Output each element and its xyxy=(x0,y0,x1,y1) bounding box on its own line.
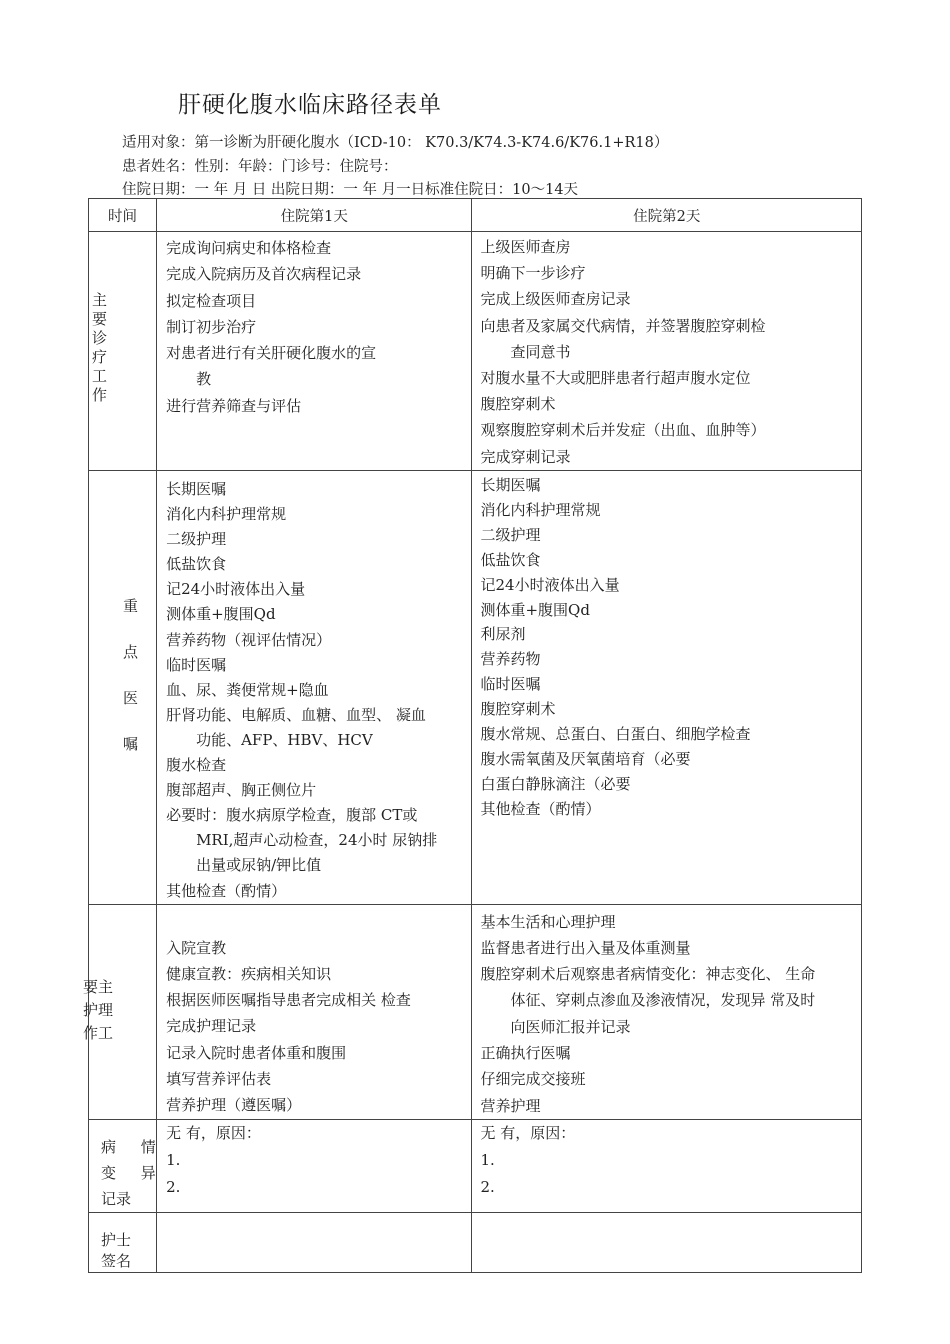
list-item: 血、尿、粪便常规+隐血 xyxy=(166,680,329,699)
list-item: 腹水检查 xyxy=(166,756,227,775)
list-item: 利尿剂 xyxy=(480,625,526,644)
list-item: 完成入院病历及首次病程记录 xyxy=(166,265,362,284)
list-item: 测体重+腹围Qd xyxy=(480,600,590,619)
patient-info-line: 患者姓名：性别：年龄：门诊号：住院号： xyxy=(122,159,398,175)
variance-day1-list xyxy=(157,1120,471,1201)
row-label-text: 签名 xyxy=(101,1251,132,1270)
list-item: 基本生活和心理护理 xyxy=(480,912,616,931)
orders-day2-cell xyxy=(472,471,862,905)
list-item: 无 有，原因： xyxy=(166,1123,261,1142)
list-item: 临时医嘱 xyxy=(480,675,541,694)
row-label-text: 要主 xyxy=(83,977,114,996)
nursing-day2-cell xyxy=(472,904,862,1119)
row-label-text: 护士 xyxy=(101,1230,132,1249)
list-item: 记24小时液体出入量 xyxy=(480,575,620,594)
signature-label-chars xyxy=(89,1213,156,1272)
row-label-text: 嘱 xyxy=(123,735,139,753)
list-item: 必要时：腹水病原学检查，腹部 CT或 xyxy=(166,806,418,825)
nursing-day1-list xyxy=(157,905,471,1119)
list-item: MRI,超声心动检查，24小时 尿钠排 xyxy=(196,831,438,850)
row-label-text: 诊 xyxy=(92,329,108,347)
list-item: 腹腔穿刺术后观察患者病情变化：神志变化、 生命 xyxy=(480,965,816,984)
list-item: 明确下一步诊疗 xyxy=(480,264,586,283)
list-item: 1. xyxy=(166,1150,181,1169)
header-time: 时间 xyxy=(89,199,157,232)
variance-day2-cell xyxy=(472,1119,862,1212)
list-item: 进行营养筛查与评估 xyxy=(166,396,302,415)
list-item: 营养药物（视评估情况） xyxy=(166,630,332,649)
list-item: 营养药物 xyxy=(480,650,541,669)
list-item: 出量或尿钠/钾比值 xyxy=(196,856,322,875)
list-item: 其他检查（酌情） xyxy=(166,881,287,900)
list-item: 健康宣教：疾病相关知识 xyxy=(166,964,332,983)
list-item: 消化内科护理常规 xyxy=(480,500,601,519)
row-label-text: 疗 xyxy=(92,348,108,366)
list-item: 1. xyxy=(480,1150,495,1169)
list-item: 低盐饮食 xyxy=(166,555,227,574)
list-item: 上级医师查房 xyxy=(480,238,571,256)
signature-label xyxy=(89,1212,157,1272)
list-item: 腹腔穿刺术 xyxy=(480,395,556,414)
variance-day1-cell xyxy=(157,1119,472,1212)
orders-label xyxy=(89,471,157,905)
list-item: 2. xyxy=(166,1177,181,1196)
scope-line: 适用对象：第一诊断为肝硬化腹水（ICD-10： K70.3/K74.3-K74.6/K76.1+R18） xyxy=(122,135,669,151)
list-item: 记24小时液体出入量 xyxy=(166,580,306,599)
list-item: 低盐饮食 xyxy=(480,550,541,569)
row-label-text: 要 xyxy=(92,310,108,328)
list-item: 仔细完成交接班 xyxy=(480,1070,586,1089)
diagnosis-day2-list xyxy=(472,232,861,470)
list-item: 完成上级医师查房记录 xyxy=(480,290,631,309)
signature-day1-cell[interactable] xyxy=(157,1212,472,1272)
header-day1: 住院第1天 xyxy=(157,199,472,232)
row-label-text: 变 异 xyxy=(101,1163,156,1182)
list-item: 根据医师医嘱指导患者完成相关 检查 xyxy=(166,991,411,1010)
list-item: 测体重+腹围Qd xyxy=(166,605,276,624)
list-item: 记录入院时患者体重和腹围 xyxy=(166,1043,347,1062)
list-item: 临时医嘱 xyxy=(166,655,227,674)
list-item: 监督患者进行出入量及体重测量 xyxy=(480,938,691,957)
variance-row xyxy=(89,1119,862,1212)
diagnosis-row xyxy=(89,232,862,471)
row-label-text: 病 情 xyxy=(101,1137,156,1156)
list-item: 填写营养评估表 xyxy=(166,1070,272,1089)
list-item: 无 有，原因： xyxy=(480,1123,576,1142)
list-item: 腹水常规、总蛋白、白蛋白、细胞学检查 xyxy=(480,725,751,744)
list-item: 查同意书 xyxy=(510,342,571,361)
clinical-pathway-table xyxy=(83,198,862,1273)
list-item: 教 xyxy=(196,370,212,389)
row-label-text: 医 xyxy=(123,689,139,707)
row-label-text: 护理 xyxy=(83,1000,114,1019)
list-item: 肝肾功能、电解质、血糖、血型、 凝血 xyxy=(166,705,426,724)
row-label-text: 主 xyxy=(92,291,108,309)
row-label-text: 工 xyxy=(92,367,108,385)
list-item: 向患者及家属交代病情，并签署腹腔穿刺检 xyxy=(480,316,766,335)
list-item: 观察腹腔穿刺术后并发症（出血、血肿等） xyxy=(480,421,766,440)
list-item: 正确执行医嘱 xyxy=(480,1044,571,1063)
list-item: 长期医嘱 xyxy=(480,476,541,494)
list-item: 腹水需氧菌及厌氧菌培育（必要 xyxy=(480,749,691,768)
row-label-text: 记录 xyxy=(101,1189,132,1208)
list-item: 消化内科护理常规 xyxy=(166,505,287,524)
nursing-day2-list xyxy=(472,905,861,1119)
diagnosis-label xyxy=(89,232,157,471)
variance-label-chars xyxy=(89,1120,156,1212)
orders-label-chars xyxy=(89,471,156,767)
row-label-text: 作工 xyxy=(83,1023,114,1042)
diagnosis-day2-cell xyxy=(472,232,862,471)
list-item: 对患者进行有关肝硬化腹水的宣 xyxy=(166,344,377,363)
list-item: 长期医嘱 xyxy=(166,480,227,498)
list-item: 功能、AFP、HBV、HCV xyxy=(196,730,373,749)
diagnosis-day1-cell xyxy=(157,232,472,471)
variance-label xyxy=(89,1119,157,1212)
page-title: 肝硬化腹水临床路径表单 xyxy=(178,92,442,118)
diagnosis-day1-list xyxy=(157,232,471,419)
row-label-text: 重 xyxy=(123,597,139,615)
list-item: 其他检查（酌情） xyxy=(480,799,601,818)
orders-row xyxy=(89,471,862,905)
variance-day2-list xyxy=(472,1120,861,1201)
row-label-text: 点 xyxy=(123,643,139,661)
table-header-row xyxy=(89,199,862,232)
list-item: 腹部超声、胸正侧位片 xyxy=(166,781,317,800)
list-item: 完成询问病史和体格检查 xyxy=(166,239,332,257)
list-item: 二级护理 xyxy=(166,530,227,549)
orders-day1-cell xyxy=(157,471,472,905)
list-item: 完成穿刺记录 xyxy=(480,447,571,466)
header-day2: 住院第2天 xyxy=(472,199,862,232)
list-item: 白蛋白静脉滴注（必要 xyxy=(480,774,631,793)
list-item: 腹腔穿刺术 xyxy=(480,700,556,719)
orders-day1-list xyxy=(157,471,471,904)
list-item: 体征、穿刺点渗血及渗液情况，发现异 常及时 xyxy=(510,991,816,1010)
signature-day2-cell[interactable] xyxy=(472,1212,862,1272)
signature-row xyxy=(89,1212,862,1272)
list-item: 对腹水量不大或肥胖患者行超声腹水定位 xyxy=(480,369,751,388)
nursing-label-chars xyxy=(83,905,156,1045)
list-item: 营养护理 xyxy=(480,1096,541,1115)
list-item: 制订初步治疗 xyxy=(166,317,257,336)
list-item: 营养护理（遵医嘱） xyxy=(166,1096,302,1115)
diagnosis-label-chars xyxy=(89,232,156,405)
list-item: 二级护理 xyxy=(480,525,541,544)
nursing-day1-cell xyxy=(157,904,472,1119)
list-item: 拟定检查项目 xyxy=(166,291,257,310)
row-label-text: 作 xyxy=(92,386,108,404)
admission-dates-line: 住院日期：一 年 月 日 出院日期：一 年 月一日标准住院日：10〜14天 xyxy=(122,182,579,198)
list-item: 完成护理记录 xyxy=(166,1017,257,1036)
orders-day2-list xyxy=(472,471,861,822)
nursing-row xyxy=(89,904,862,1119)
list-item: 向医师汇报并记录 xyxy=(510,1017,631,1036)
list-item: 2. xyxy=(480,1177,495,1196)
list-item: 入院宣教 xyxy=(166,938,227,957)
nursing-label xyxy=(83,904,157,1119)
